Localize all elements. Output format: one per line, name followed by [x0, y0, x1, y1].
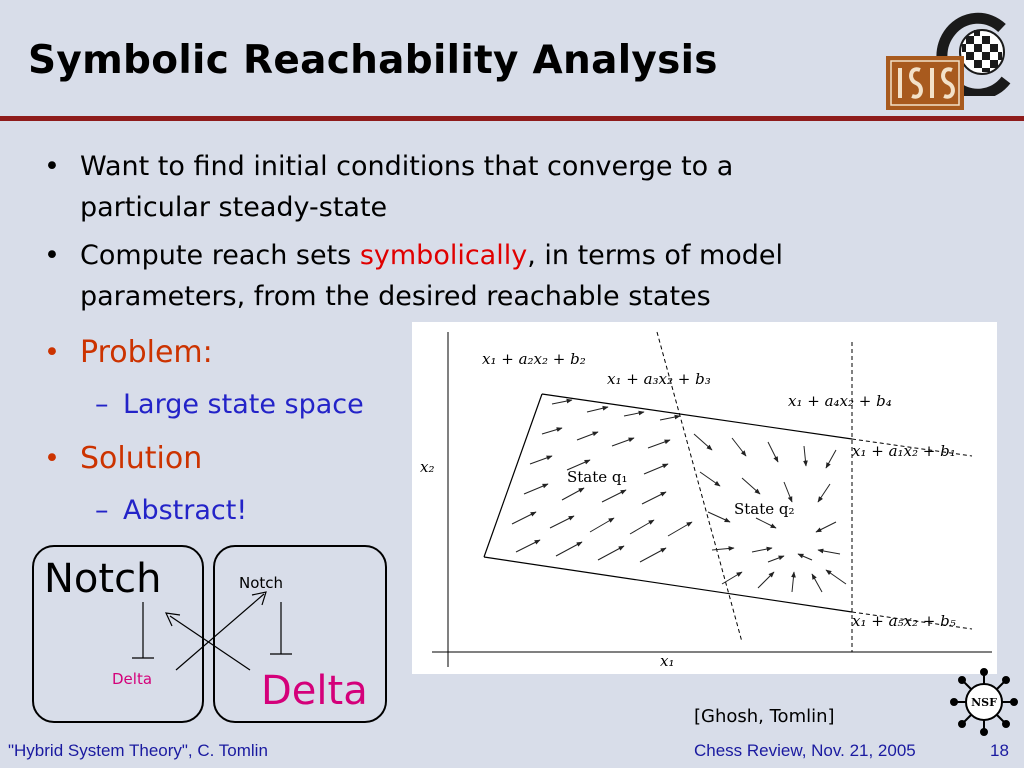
footer-center: Chess Review, Nov. 21, 2005: [694, 741, 916, 760]
sub-bullet-dash: –: [95, 495, 109, 526]
sub-bullet-text: Large state space: [123, 389, 364, 420]
bullet-dot: •: [44, 151, 60, 182]
bullet-dot: •: [44, 443, 60, 474]
solution-label: Solution: [80, 441, 203, 476]
nsf-logo-text: NSF: [971, 696, 997, 709]
title-divider: [0, 116, 1024, 121]
state-q1-label: State q₁: [567, 468, 628, 486]
bullet-2-suffix: , in terms of model: [527, 240, 784, 271]
label-eq-a1: x₁ + a₁x₂ + b₁: [852, 442, 956, 460]
sub-bullet-text: Abstract!: [123, 495, 248, 526]
phase-portrait-figure: [412, 322, 997, 674]
x-axis-label: x₁: [660, 652, 675, 670]
bullet-2-line-2: parameters, from the desired reachable states: [80, 281, 711, 312]
bullet-dot: •: [44, 240, 60, 271]
sub-bullet-dash: –: [95, 389, 109, 420]
label-eq-a2: x₁ + a₂x₂ + b₂: [482, 350, 586, 368]
isis-logo-icon: [886, 56, 964, 110]
bullet-2-line-1: [80, 235, 783, 276]
bullet-1-line-2: particular steady-state: [80, 192, 388, 223]
slide-title: Symbolic Reachability Analysis: [28, 38, 718, 83]
bullet-2-prefix: Compute reach sets: [80, 240, 360, 271]
notch-large-label: Notch: [44, 556, 162, 602]
notch-small-label: Notch: [239, 574, 284, 592]
footer-left: "Hybrid System Theory", C. Tomlin: [8, 741, 268, 760]
bullet-2-highlight: symbolically: [359, 240, 528, 271]
label-eq-a3: x₁ + a₃x₂ + b₃: [607, 370, 711, 388]
problem-label: Problem:: [80, 335, 213, 370]
y-axis-label: x₂: [420, 458, 435, 476]
page-number: 18: [990, 741, 1009, 760]
label-eq-a4: x₁ + a₄x₂ + b₄: [788, 392, 892, 410]
bullet-1-line-1: Want to find initial conditions that converge to a: [80, 151, 734, 182]
nsf-logo-icon: [950, 668, 1018, 736]
delta-small-label: Delta: [112, 670, 153, 688]
delta-large-label: Delta: [261, 668, 368, 714]
label-eq-a5: x₁ + a₅x₂ + b₅: [852, 612, 956, 630]
bullet-dot: •: [44, 337, 60, 368]
citation: [Ghosh, Tomlin]: [694, 706, 835, 727]
state-q2-label: State q₂: [734, 500, 795, 518]
